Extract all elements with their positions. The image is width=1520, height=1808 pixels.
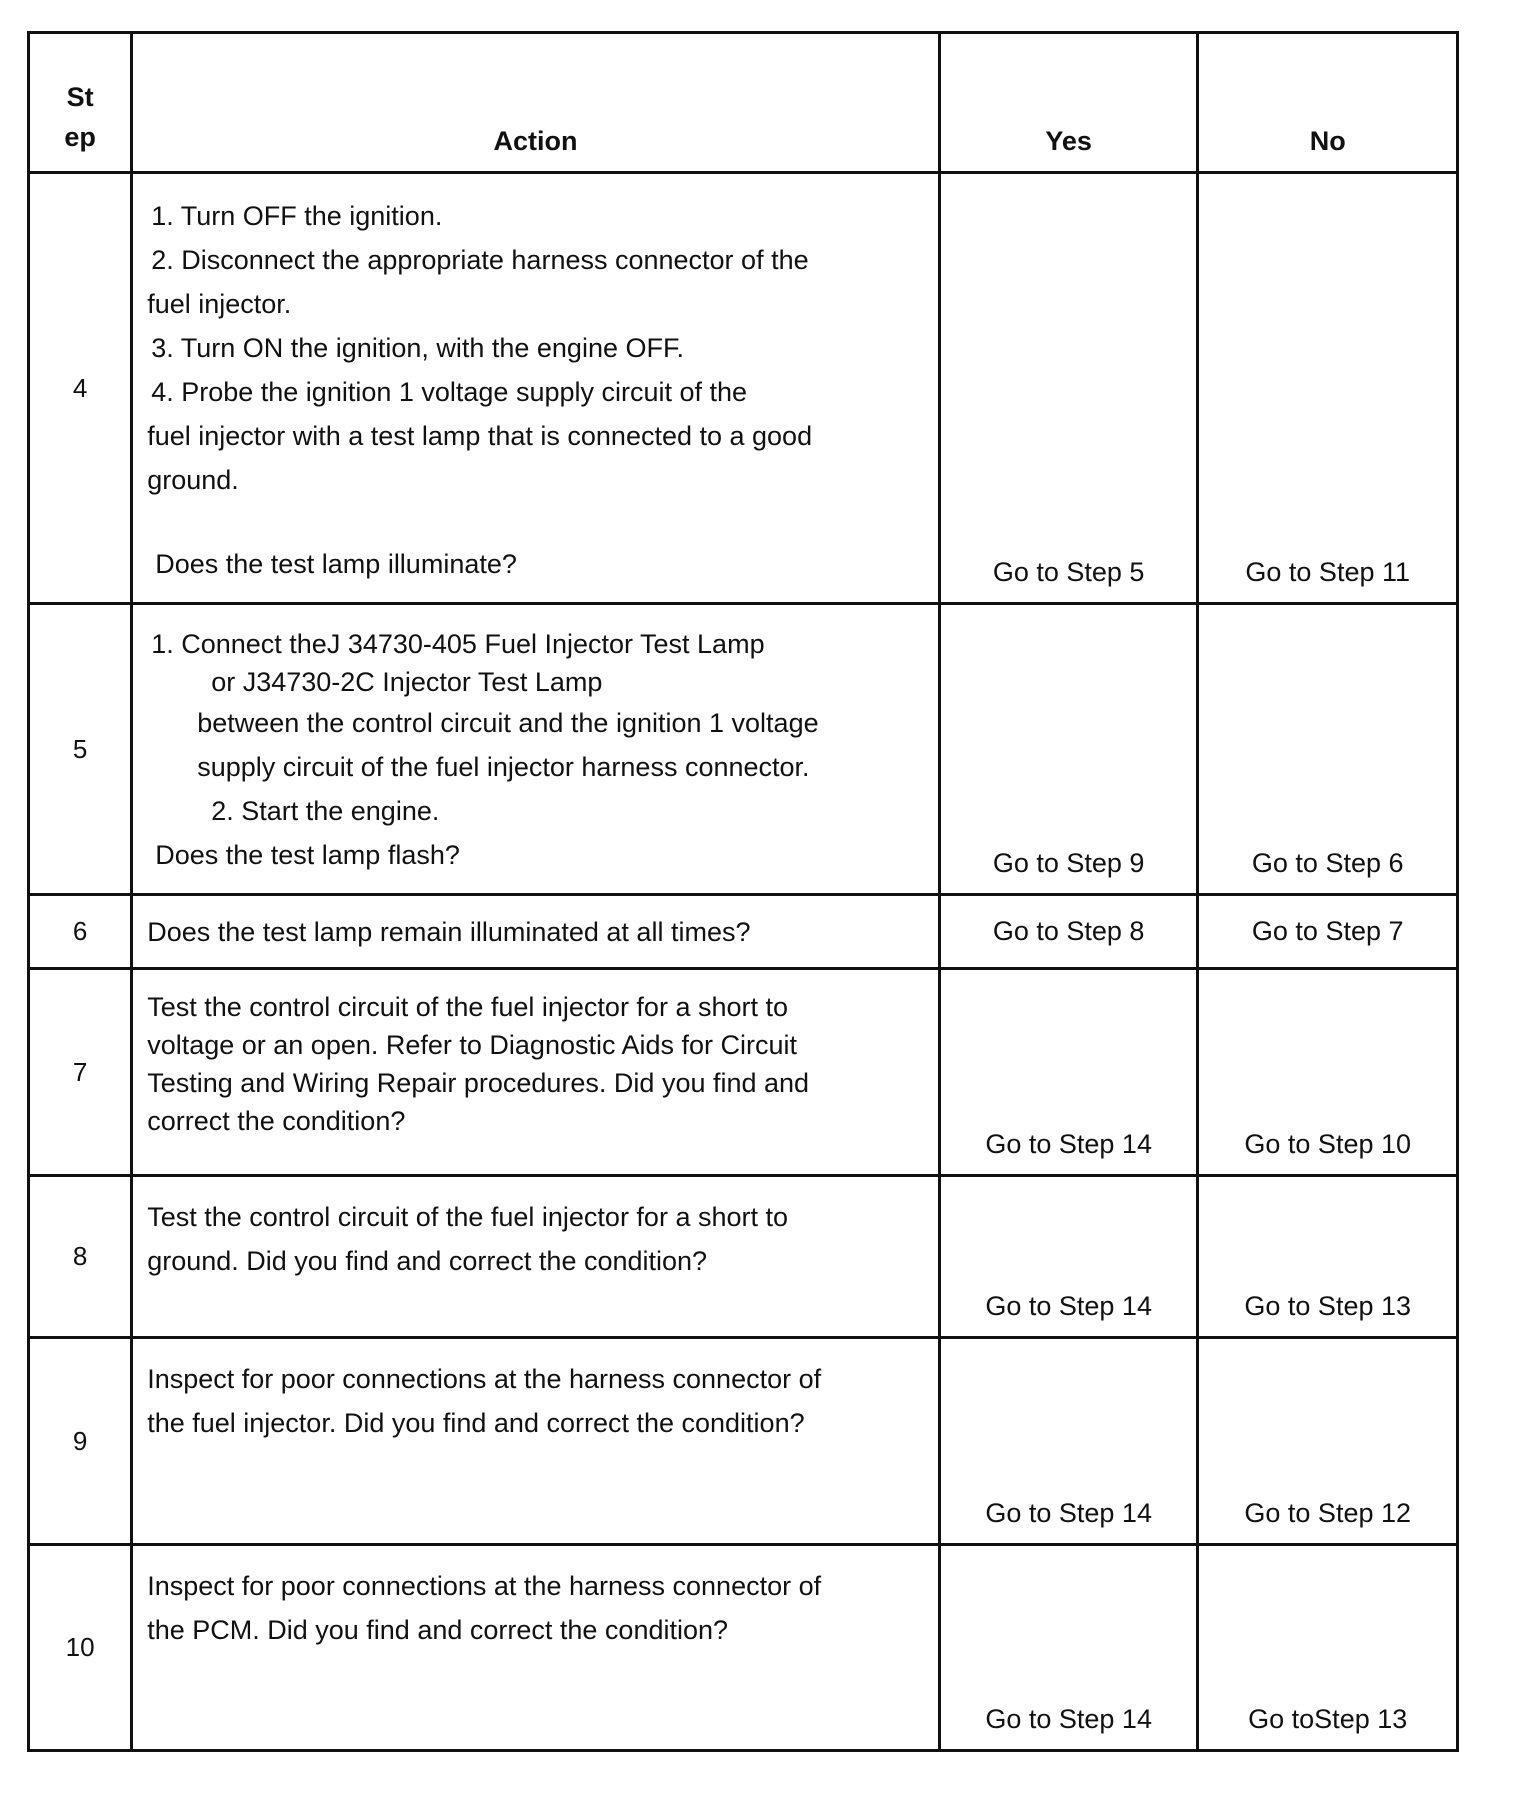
header-step	[29, 33, 132, 173]
action-line: 2. Disconnect the appropriate harness connector of the	[151, 245, 809, 275]
action-line: Inspect for poor connections at the harness connector of	[147, 1364, 822, 1394]
table-row-step-8	[29, 1176, 1458, 1338]
table-row-step-9	[29, 1338, 1458, 1545]
action-line: fuel injector with a test lamp that is connected to a good	[147, 421, 813, 451]
step-number: 5	[29, 604, 132, 895]
no-answer: Go to Step 12	[1198, 1338, 1458, 1545]
action-line: the fuel injector. Did you find and correct the condition?	[147, 1408, 805, 1438]
action-line: supply circuit of the fuel injector harness connector.	[197, 752, 810, 782]
no-answer: Go to Step 7	[1198, 895, 1458, 969]
action-line: the PCM. Did you find and correct the condition?	[147, 1615, 729, 1645]
table-row-step-7	[29, 969, 1458, 1176]
action-cell	[132, 604, 940, 895]
header-yes: Yes	[939, 33, 1198, 173]
step-number: 8	[29, 1176, 132, 1338]
action-cell	[132, 1176, 940, 1338]
action-line: ground. Did you find and correct the condition?	[147, 1246, 708, 1276]
no-answer: Go to Step 11	[1198, 173, 1458, 604]
action-line: Testing and Wiring Repair procedures. Did you find and	[147, 1068, 810, 1098]
table-row-step-10	[29, 1545, 1458, 1751]
action-cell	[132, 895, 940, 969]
action-line: 3. Turn ON the ignition, with the engine OFF.	[151, 333, 684, 363]
yes-answer: Go to Step 14	[939, 1545, 1198, 1751]
action-line: 4. Probe the ignition 1 voltage supply circuit of the	[151, 377, 748, 407]
action-line: voltage or an open. Refer to Diagnostic Aids for Circuit	[147, 1030, 798, 1060]
action-cell	[132, 1338, 940, 1545]
action-line: or J34730-2C Injector Test Lamp	[211, 667, 603, 697]
header-row	[29, 33, 1458, 173]
table-row-step-4	[29, 173, 1458, 604]
no-answer: Go to Step 10	[1198, 969, 1458, 1176]
step-number: 4	[29, 173, 132, 604]
action-question: Does the test lamp illuminate?	[155, 549, 517, 579]
step-number: 10	[29, 1545, 132, 1751]
yes-answer: Go to Step 9	[939, 604, 1198, 895]
yes-answer: Go to Step 5	[939, 173, 1198, 604]
action-line: between the control circuit and the ignition 1 voltage	[197, 708, 819, 738]
step-number: 9	[29, 1338, 132, 1545]
action-cell	[132, 173, 940, 604]
header-step-line2: ep	[64, 122, 96, 152]
table-row-step-5	[29, 604, 1458, 895]
action-cell	[132, 969, 940, 1176]
action-line: ground.	[147, 465, 239, 495]
header-step-line1: St	[66, 82, 94, 112]
action-line: 1. Connect theJ 34730-405 Fuel Injector Test Lamp	[151, 629, 765, 659]
table-row-step-6	[29, 895, 1458, 969]
step-number: 7	[29, 969, 132, 1176]
action-line: Test the control circuit of the fuel injector for a short to	[147, 1202, 789, 1232]
yes-answer: Go to Step 8	[939, 895, 1198, 969]
action-question: Does the test lamp flash?	[155, 840, 460, 870]
action-line: 1. Turn OFF the ignition.	[151, 201, 443, 231]
action-line: fuel injector.	[147, 289, 292, 319]
diagnostic-table	[27, 31, 1459, 1752]
header-action: Action	[132, 33, 940, 173]
action-line: Does the test lamp remain illuminated at all times?	[147, 917, 751, 947]
no-answer: Go to Step 13	[1198, 1176, 1458, 1338]
yes-answer: Go to Step 14	[939, 969, 1198, 1176]
step-number: 6	[29, 895, 132, 969]
no-answer: Go to Step 6	[1198, 604, 1458, 895]
no-answer: Go toStep 13	[1198, 1545, 1458, 1751]
action-line: Test the control circuit of the fuel injector for a short to	[147, 992, 789, 1022]
action-line: 2. Start the engine.	[211, 796, 440, 826]
action-cell	[132, 1545, 940, 1751]
header-no: No	[1198, 33, 1458, 173]
yes-answer: Go to Step 14	[939, 1338, 1198, 1545]
yes-answer: Go to Step 14	[939, 1176, 1198, 1338]
action-line: correct the condition?	[147, 1106, 406, 1136]
action-line: Inspect for poor connections at the harness connector of	[147, 1571, 822, 1601]
